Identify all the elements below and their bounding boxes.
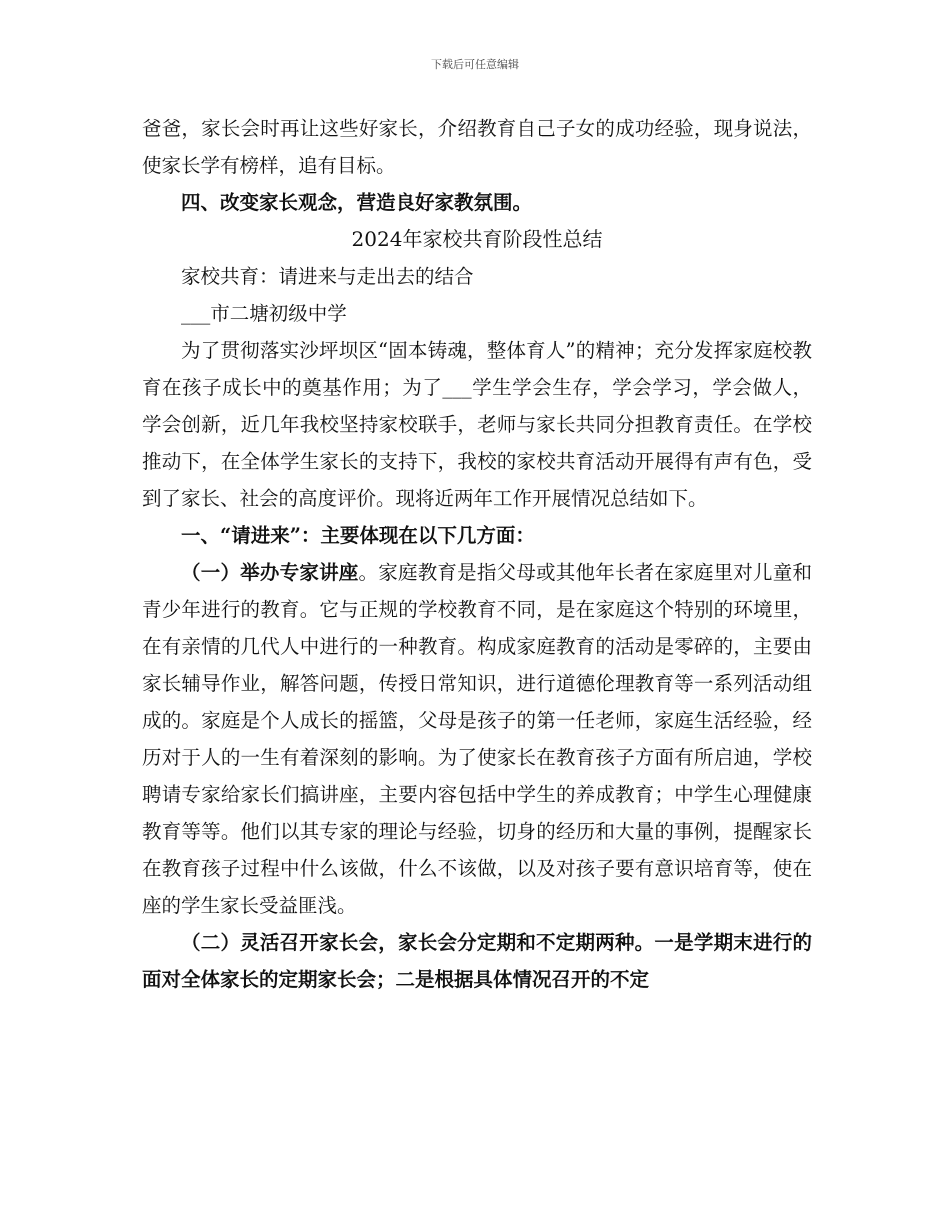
paragraph-continuation: 爸爸，家长会时再让这些好家长，介绍教育自己子女的成功经验，现身说法，使家长学有榜样，追有目标。	[142, 117, 812, 177]
document-subtitle: 家校共育：请进来与走出去的结合	[181, 265, 474, 288]
item-two-paragraph: （二）灵活召开家长会，家长会分定期和不定期两种。一是学期末进行的面对全体家长的定期家长会；二是根据具体情况召开的不定	[142, 931, 812, 991]
document-title: 2024年家校共育阶段性总结	[351, 227, 603, 251]
document-body	[142, 110, 812, 998]
intro-paragraph: 为了贯彻落实沙坪坝区“固本铸魂，整体育人”的精神；充分发挥家庭校教育在孩子成长中的奠基作用；为了___学生学会生存，学会学习，学会做人，学会创新，近几年我校坚持家校联手，老师与家长共同分担教育责任。在学校推动下，在全体学生家长的支持下，我校的家校共育活动开展得有声有色，受到了家长、社会的高度评价。现将近两年工作开展情况总结如下。	[142, 339, 812, 510]
section-heading-four: 四、改变家长观念，营造良好家教氛围。	[181, 191, 533, 214]
item-one-paragraph	[142, 554, 812, 924]
section-heading-one: 一、“请进来”：主要体现在以下几方面：	[181, 524, 535, 547]
page-header: 下载后可任意编辑	[431, 58, 519, 71]
item-one-lead: （一）举办专家讲座	[181, 561, 359, 584]
school-name: ___市二塘初级中学	[181, 302, 347, 325]
item-one-body: 。家庭教育是指父母或其他年长者在家庭里对儿童和青少年进行的教育。它与正规的学校教育不同，是在家庭这个特别的环境里，在有亲情的几代人中进行的一种教育。构成家庭教育的活动是零碎的，主要由家长辅导作业，解答问题，传授日常知识，进行道德伦理教育等一系列活动组成的。家庭是个人成长的摇篮，父母是孩子的第一任老师，家庭生活经验，经历对于人的一生有着深刻的影响。为了使家长在教育孩子方面有所启迪，学校聘请专家给家长们搞讲座，主要内容包括中学生的养成教育；中学生心理健康教育等等。他们以其专家的理论与经验，切身的经历和大量的事例，提醒家长在教育孩子过程中什么该做，什么不该做，以及对孩子要有意识培育等，使在座的学生家长受益匪浅。	[142, 561, 812, 917]
